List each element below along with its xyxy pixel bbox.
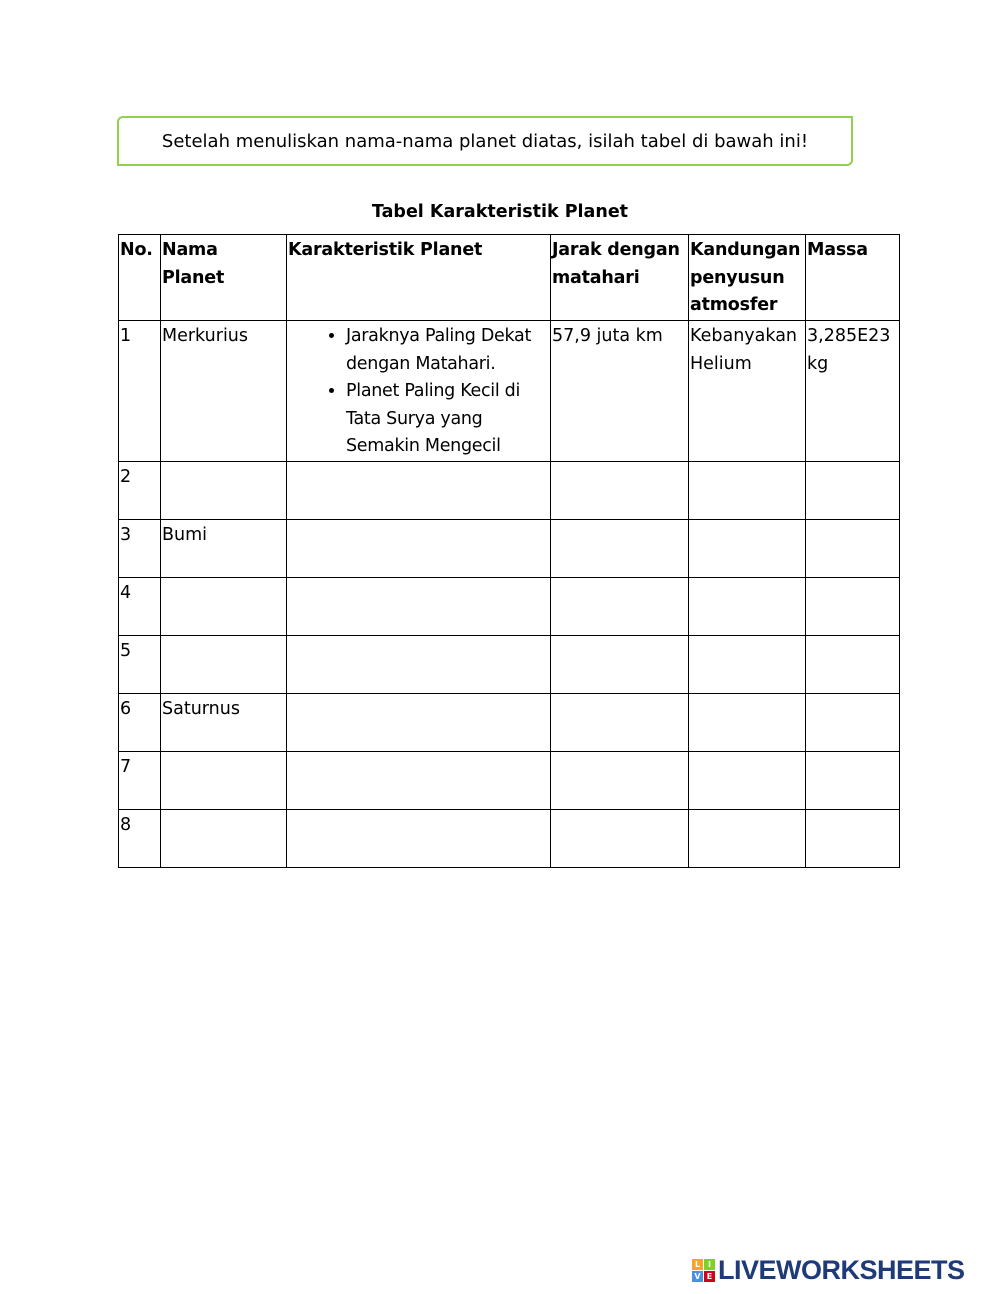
cell-distance[interactable]	[551, 809, 689, 867]
cell-distance[interactable]	[551, 461, 689, 519]
cell-atmosphere[interactable]: Kebanyakan Helium	[689, 321, 806, 462]
mark-tile: L	[692, 1259, 703, 1270]
cell-distance[interactable]	[551, 693, 689, 751]
cell-mass[interactable]	[806, 461, 900, 519]
characteristics-list	[288, 323, 549, 461]
cell-atmosphere[interactable]	[689, 751, 806, 809]
planet-characteristics-table	[118, 234, 900, 868]
cell-distance[interactable]	[551, 519, 689, 577]
liveworksheets-mark-icon	[692, 1259, 715, 1282]
cell-characteristics[interactable]	[287, 321, 551, 462]
cell-no: 8	[119, 809, 161, 867]
list-item: • Jaraknya Paling Dekat dengan Matahari.	[346, 323, 549, 378]
header-distance: Jarak dengan matahari	[551, 235, 689, 321]
instruction-box	[117, 116, 853, 166]
cell-atmosphere[interactable]	[689, 519, 806, 577]
list-item: • Planet Paling Kecil di Tata Surya yang Semakin Mengecil	[346, 378, 549, 461]
cell-planet-name: Bumi	[161, 519, 287, 577]
cell-characteristics[interactable]	[287, 751, 551, 809]
table-row	[119, 751, 900, 809]
cell-atmosphere[interactable]	[689, 635, 806, 693]
mark-tile: V	[692, 1271, 703, 1282]
cell-mass[interactable]	[806, 693, 900, 751]
cell-no: 3	[119, 519, 161, 577]
cell-distance[interactable]	[551, 577, 689, 635]
mark-tile: E	[704, 1271, 715, 1282]
table-title: Tabel Karakteristik Planet	[371, 202, 629, 222]
header-characteristics: Karakteristik Planet	[287, 235, 551, 321]
table-row	[119, 635, 900, 693]
cell-no: 4	[119, 577, 161, 635]
mark-tile: I	[704, 1259, 715, 1270]
table-row	[119, 519, 900, 577]
cell-characteristics[interactable]	[287, 693, 551, 751]
table-row	[119, 321, 900, 462]
cell-planet-name: Merkurius	[161, 321, 287, 462]
cell-distance[interactable]	[551, 635, 689, 693]
cell-planet-name[interactable]	[161, 635, 287, 693]
cell-atmosphere[interactable]	[689, 461, 806, 519]
cell-planet-name[interactable]	[161, 461, 287, 519]
cell-characteristics[interactable]	[287, 809, 551, 867]
cell-planet-name[interactable]	[161, 809, 287, 867]
cell-no: 7	[119, 751, 161, 809]
table-row	[119, 577, 900, 635]
table-row	[119, 461, 900, 519]
cell-atmosphere[interactable]	[689, 809, 806, 867]
cell-atmosphere[interactable]	[689, 693, 806, 751]
cell-mass[interactable]	[806, 635, 900, 693]
cell-no: 5	[119, 635, 161, 693]
cell-planet-name[interactable]	[161, 577, 287, 635]
table-row	[119, 809, 900, 867]
header-no: No.	[119, 235, 161, 321]
cell-characteristics[interactable]	[287, 577, 551, 635]
cell-distance[interactable]: 57,9 juta km	[551, 321, 689, 462]
table-header-row	[119, 235, 900, 321]
instruction-text: Setelah menuliskan nama-nama planet diatas, isilah tabel di bawah ini!	[161, 130, 809, 152]
header-atmosphere: Kandungan penyusun atmosfer	[689, 235, 806, 321]
cell-mass[interactable]	[806, 577, 900, 635]
cell-mass[interactable]	[806, 809, 900, 867]
cell-no: 2	[119, 461, 161, 519]
cell-planet-name[interactable]	[161, 751, 287, 809]
liveworksheets-wordmark: LIVEWORKSHEETS	[718, 1254, 965, 1285]
cell-mass[interactable]: 3,285E23 kg	[806, 321, 900, 462]
cell-atmosphere[interactable]	[689, 577, 806, 635]
header-planet-name: Nama Planet	[161, 235, 287, 321]
cell-mass[interactable]	[806, 751, 900, 809]
cell-distance[interactable]	[551, 751, 689, 809]
cell-characteristics[interactable]	[287, 519, 551, 577]
cell-characteristics[interactable]	[287, 635, 551, 693]
cell-characteristics[interactable]	[287, 461, 551, 519]
liveworksheets-logo[interactable]	[692, 1256, 965, 1284]
header-mass: Massa	[806, 235, 900, 321]
cell-no: 1	[119, 321, 161, 462]
cell-mass[interactable]	[806, 519, 900, 577]
cell-planet-name: Saturnus	[161, 693, 287, 751]
cell-no: 6	[119, 693, 161, 751]
table-row	[119, 693, 900, 751]
